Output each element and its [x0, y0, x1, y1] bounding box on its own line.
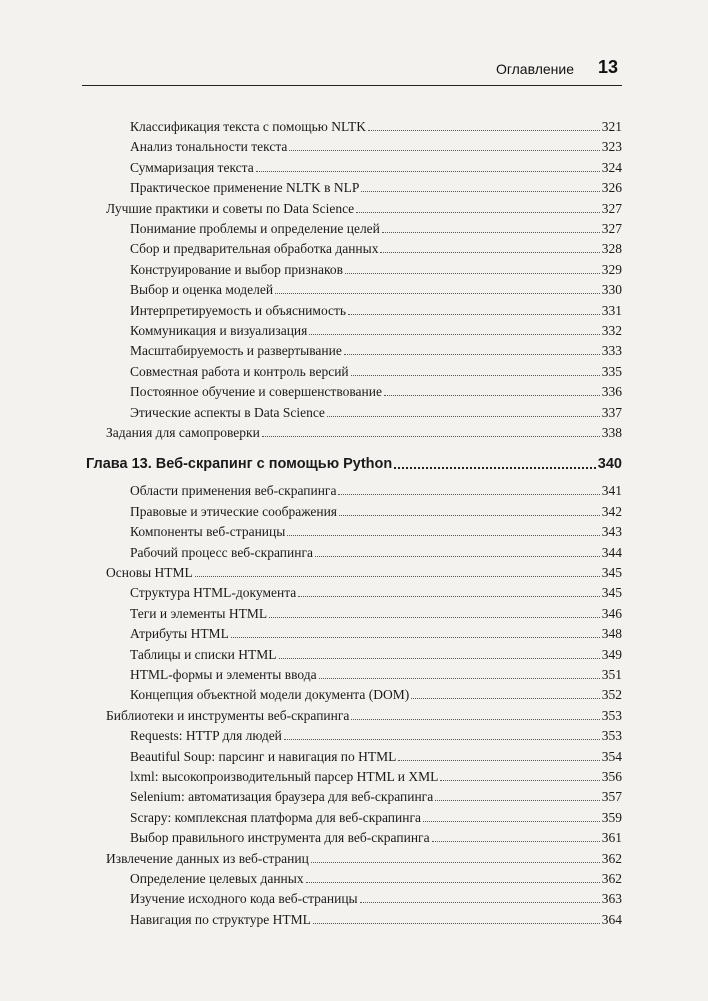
toc-entry-title: Выбор и оценка моделей	[130, 282, 274, 298]
toc-entry-page: 330	[601, 282, 622, 298]
toc-entry-title: Правовые и этические соображения	[130, 503, 338, 519]
toc-entry-page: 327	[601, 221, 622, 236]
toc-entry-page: 341	[601, 483, 622, 499]
toc-entry[interactable]	[130, 260, 622, 280]
toc-entry-page: 354	[601, 748, 622, 764]
toc-entry-page: 336	[601, 384, 622, 400]
toc-entry-title: Классификация текста с помощью NLTK	[130, 119, 366, 134]
dot-leader	[298, 595, 599, 597]
toc-entry[interactable]	[130, 239, 622, 259]
toc-entry-page: 349	[601, 646, 622, 662]
header-page-number: 13	[597, 57, 618, 77]
toc-entry[interactable]	[130, 645, 622, 665]
toc-entry-page: 353	[601, 728, 622, 744]
toc-entry-page: 348	[601, 626, 622, 642]
toc-entry[interactable]	[130, 767, 622, 787]
toc-entry[interactable]	[130, 808, 622, 828]
toc-entry-title: Постоянное обучение и совершенствование	[130, 384, 382, 400]
toc-entry-title: Изучение исходного кода веб-страницы	[130, 891, 358, 907]
dot-leader	[275, 292, 600, 294]
toc-entry[interactable]	[130, 321, 622, 341]
toc-entry-title: Библиотеки и инструменты веб-скрапинга	[106, 707, 350, 723]
toc-entry[interactable]	[130, 522, 622, 542]
toc-entry-page: 361	[601, 830, 622, 846]
toc-entry-page: 340	[597, 456, 622, 473]
toc-entry-page: 345	[601, 585, 622, 601]
toc-entry[interactable]	[130, 481, 622, 501]
toc-entry[interactable]	[130, 178, 622, 198]
toc-entry-page: 331	[601, 302, 622, 318]
toc-entry-title: Определение целевых данных	[130, 871, 304, 886]
dot-leader	[384, 394, 600, 396]
toc-entry-page: 328	[601, 241, 622, 257]
toc-entry-title: Конструирование и выбор признаков	[130, 261, 343, 277]
toc-entry-title: Лучшие практики и советы по Data Science	[106, 200, 355, 216]
dot-leader	[348, 313, 600, 315]
toc-entry[interactable]	[106, 706, 622, 726]
toc-entry-page: 356	[601, 769, 622, 784]
running-header	[82, 55, 622, 86]
dot-leader	[361, 190, 599, 192]
toc-entry-title: Масштабируемость и развертывание	[130, 343, 342, 359]
toc-entry-page: 352	[601, 687, 622, 703]
toc-entry-title: Selenium: автоматизация браузера для веб-скрапинга	[130, 789, 434, 805]
toc-entry-page: 343	[601, 524, 622, 540]
toc-entry-page: 335	[601, 363, 622, 379]
toc-entry[interactable]	[130, 158, 622, 178]
toc-entry[interactable]	[130, 137, 622, 157]
toc-entry-page: 337	[601, 404, 622, 420]
dot-leader	[338, 493, 599, 495]
toc-entry-page: 324	[601, 159, 622, 175]
toc-entry[interactable]	[106, 199, 622, 219]
dot-leader	[368, 129, 600, 131]
dot-leader	[440, 779, 599, 781]
dot-leader	[432, 840, 600, 842]
dot-leader	[327, 415, 600, 417]
toc-entry[interactable]	[130, 685, 622, 705]
toc-entry-page: 323	[601, 139, 622, 155]
toc-entry-title: Интерпретируемость и объяснимость	[130, 302, 347, 318]
toc-entry[interactable]	[130, 341, 622, 361]
dot-leader	[411, 697, 600, 699]
toc-entry[interactable]	[130, 301, 622, 321]
dot-leader	[289, 149, 599, 151]
dot-leader	[287, 534, 599, 536]
toc-entry-title: Requests: HTTP для людей	[130, 728, 282, 744]
toc-entry-title: lxml: высокопроизводительный парсер HTML и XML	[130, 769, 439, 784]
toc-entry-title: HTML-формы и элементы ввода	[130, 667, 317, 682]
toc-entry-title: Совместная работа и контроль версий	[130, 363, 349, 379]
toc-entry-page: 357	[601, 789, 622, 805]
dot-leader	[339, 514, 600, 516]
toc-entry-title: Концепция объектной модели документа (DOM)	[130, 687, 410, 703]
toc-entry-page: 344	[601, 544, 622, 560]
dot-leader	[345, 272, 600, 274]
dot-leader	[315, 555, 600, 557]
toc-entry-title: Beautiful Soup: парсинг и навигация по HTML	[130, 748, 397, 764]
dot-leader	[231, 636, 600, 638]
dot-leader	[319, 677, 600, 679]
dot-leader	[398, 759, 599, 761]
toc-entry-page: 362	[601, 871, 622, 886]
toc-entry-title: Области применения веб-скрапинга	[130, 483, 337, 499]
toc-entry-page: 351	[601, 667, 622, 682]
toc-entry-title: Этические аспекты в Data Science	[130, 404, 325, 420]
dot-leader	[313, 922, 600, 924]
toc-entry-page: 338	[601, 425, 622, 440]
toc-entry-page: 333	[601, 343, 622, 359]
toc-entry[interactable]	[130, 624, 622, 644]
toc-entry-title: Структура HTML-документа	[130, 585, 297, 601]
toc-entry[interactable]	[130, 747, 622, 767]
toc-entry[interactable]	[130, 889, 622, 909]
toc-entry-title: Основы HTML	[106, 565, 193, 580]
dot-leader	[380, 251, 599, 253]
toc-entry[interactable]	[130, 543, 622, 563]
toc-entry[interactable]	[106, 563, 622, 583]
dot-leader	[344, 353, 600, 355]
toc-entry-page: 362	[601, 850, 622, 866]
toc-entry-title: Задания для самопроверки	[106, 425, 260, 440]
toc-entry-title: Понимание проблемы и определение целей	[130, 221, 380, 236]
toc-entry-title: Атрибуты HTML	[130, 626, 229, 642]
toc-entry[interactable]	[130, 403, 622, 423]
header-title: Оглавление	[495, 61, 574, 77]
toc-entry[interactable]	[130, 382, 622, 402]
dot-leader	[195, 575, 600, 577]
dot-leader	[284, 738, 600, 740]
toc-entry-page: 332	[601, 323, 622, 338]
toc-entry-title: Рабочий процесс веб-скрапинга	[130, 544, 313, 560]
toc-entry-page: 321	[601, 119, 622, 134]
toc-entry[interactable]	[130, 665, 622, 685]
dot-leader	[309, 333, 599, 335]
toc-entry-page: 345	[601, 565, 622, 580]
toc-entry[interactable]	[130, 502, 622, 522]
toc-entry[interactable]	[130, 604, 622, 624]
dot-leader	[306, 881, 600, 883]
toc-entry-title: Таблицы и списки HTML	[130, 646, 277, 662]
toc-entry-title: Коммуникация и визуализация	[130, 323, 308, 338]
dot-leader	[311, 861, 600, 863]
toc-entry-title: Выбор правильного инструмента для веб-скрапинга	[130, 830, 430, 846]
toc-entry-title: Сбор и предварительная обработка данных	[130, 241, 379, 257]
dot-leader	[351, 374, 600, 376]
toc-entry[interactable]	[130, 828, 622, 848]
chapter-entry[interactable]	[86, 453, 622, 475]
toc-entry-title: Анализ тональности текста	[130, 139, 288, 155]
toc-entry-page: 353	[601, 707, 622, 723]
toc-entry[interactable]	[130, 787, 622, 807]
toc-entry-page: 359	[601, 809, 622, 825]
toc-entry-title: Практическое применение NLTK в NLP	[130, 180, 360, 196]
toc-entry-page: 326	[601, 180, 622, 196]
toc-entry[interactable]	[130, 869, 622, 889]
dot-leader	[435, 799, 600, 801]
dot-leader	[356, 211, 600, 213]
dot-leader	[262, 435, 600, 437]
toc-entry-title: Глава 13. Веб-скрапинг с помощью Python	[86, 456, 393, 473]
toc-entry-page: 342	[601, 503, 622, 519]
toc-entry-title: Scrapy: комплексная платформа для веб-скрапинга	[130, 809, 422, 825]
toc-entry[interactable]	[130, 362, 622, 382]
toc-entry-title: Суммаризация текста	[130, 159, 254, 175]
toc-entry-page: 363	[601, 891, 622, 907]
dot-leader	[382, 231, 600, 233]
toc-entry[interactable]	[130, 910, 622, 930]
dot-leader	[269, 616, 600, 618]
toc-entry[interactable]	[130, 583, 622, 603]
toc-entry[interactable]	[130, 117, 622, 137]
toc-entry-title: Извлечение данных из веб-страниц	[106, 850, 309, 866]
toc-entry-page: 327	[601, 200, 622, 216]
dot-leader	[351, 718, 599, 720]
dot-leader	[394, 466, 596, 469]
dot-leader	[279, 657, 600, 659]
toc-entry[interactable]	[130, 219, 622, 239]
toc-entry-title: Компоненты веб-страницы	[130, 524, 286, 540]
toc-entry[interactable]	[106, 849, 622, 869]
toc-entry-title: Навигация по структуре HTML	[130, 911, 311, 927]
dot-leader	[360, 901, 600, 903]
toc-entry[interactable]	[130, 726, 622, 746]
dot-leader	[256, 170, 600, 172]
toc-entry-page: 364	[601, 911, 622, 927]
toc-entry[interactable]	[106, 423, 622, 443]
toc-entry-page: 346	[601, 605, 622, 621]
toc-entry[interactable]	[130, 280, 622, 300]
dot-leader	[423, 820, 600, 822]
toc-entry-page: 329	[601, 261, 622, 277]
toc-entry-title: Теги и элементы HTML	[130, 605, 268, 621]
